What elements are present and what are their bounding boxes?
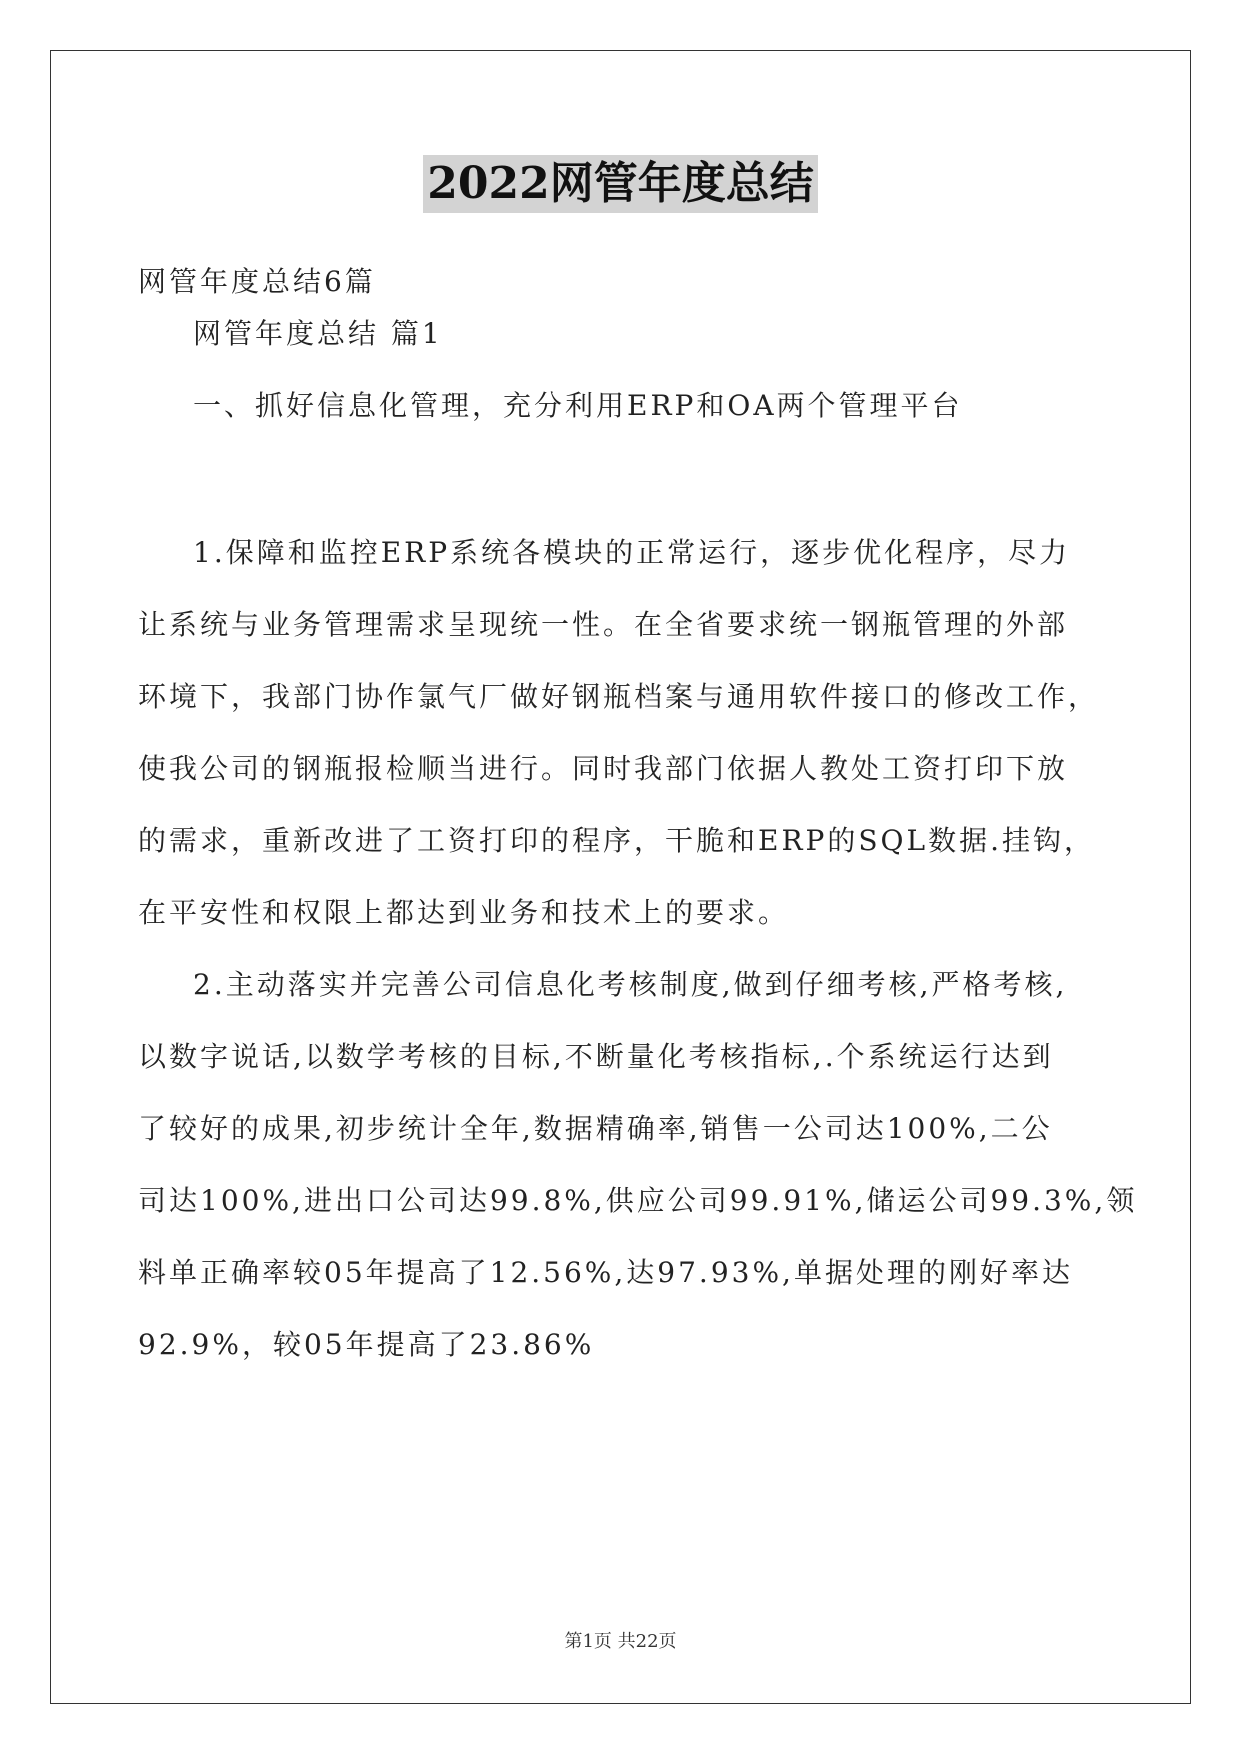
document-title: 2022网管年度总结 <box>423 155 817 213</box>
paragraph-2-line: 92.9%，较05年提高了23.86% <box>138 1328 595 1361</box>
document-subtitle: 网管年度总结6篇 <box>138 265 376 298</box>
item-heading: 一、抓好信息化管理，充分利用ERP和OA两个管理平台 <box>193 389 963 422</box>
paragraph-2-line: 料单正确率较05年提高了12.56%,达97.93%,单据处理的刚好率达 <box>138 1256 1073 1289</box>
paragraph-1-line: 使我公司的钢瓶报检顺当进行。同时我部门依据人教处工资打印下放 <box>138 752 1069 785</box>
paragraph-2-line: 司达100%,进出口公司达99.8%,供应公司99.91%,储运公司99.3%,领 <box>138 1184 1138 1217</box>
title-container <box>0 155 1241 213</box>
paragraph-2-line: 以数字说话,以数学考核的目标,不断量化考核指标,.个系统运行达到 <box>138 1040 1054 1073</box>
paragraph-2-line: 了较好的成果,初步统计全年,数据精确率,销售一公司达100%,二公 <box>138 1112 1053 1145</box>
section-heading: 网管年度总结 篇1 <box>193 317 443 350</box>
paragraph-1-line: 1.保障和监控ERP系统各模块的正常运行，逐步优化程序，尽力 <box>193 536 1071 569</box>
page-number: 第1页 共22页 <box>564 1631 677 1652</box>
paragraph-2-line: 2.主动落实并完善公司信息化考核制度,做到仔细考核,严格考核, <box>193 968 1068 1001</box>
paragraph-1-line: 的需求，重新改进了工资打印的程序，干脆和ERP的SQL数据.挂钩， <box>138 824 1095 857</box>
paragraph-1-line: 在平安性和权限上都达到业务和技术上的要求。 <box>138 896 790 929</box>
paragraph-1-line: 让系统与业务管理需求呈现统一性。在全省要求统一钢瓶管理的外部 <box>138 608 1069 641</box>
paragraph-1-line: 环境下，我部门协作氯气厂做好钢瓶档案与通用软件接口的修改工作， <box>138 680 1100 713</box>
